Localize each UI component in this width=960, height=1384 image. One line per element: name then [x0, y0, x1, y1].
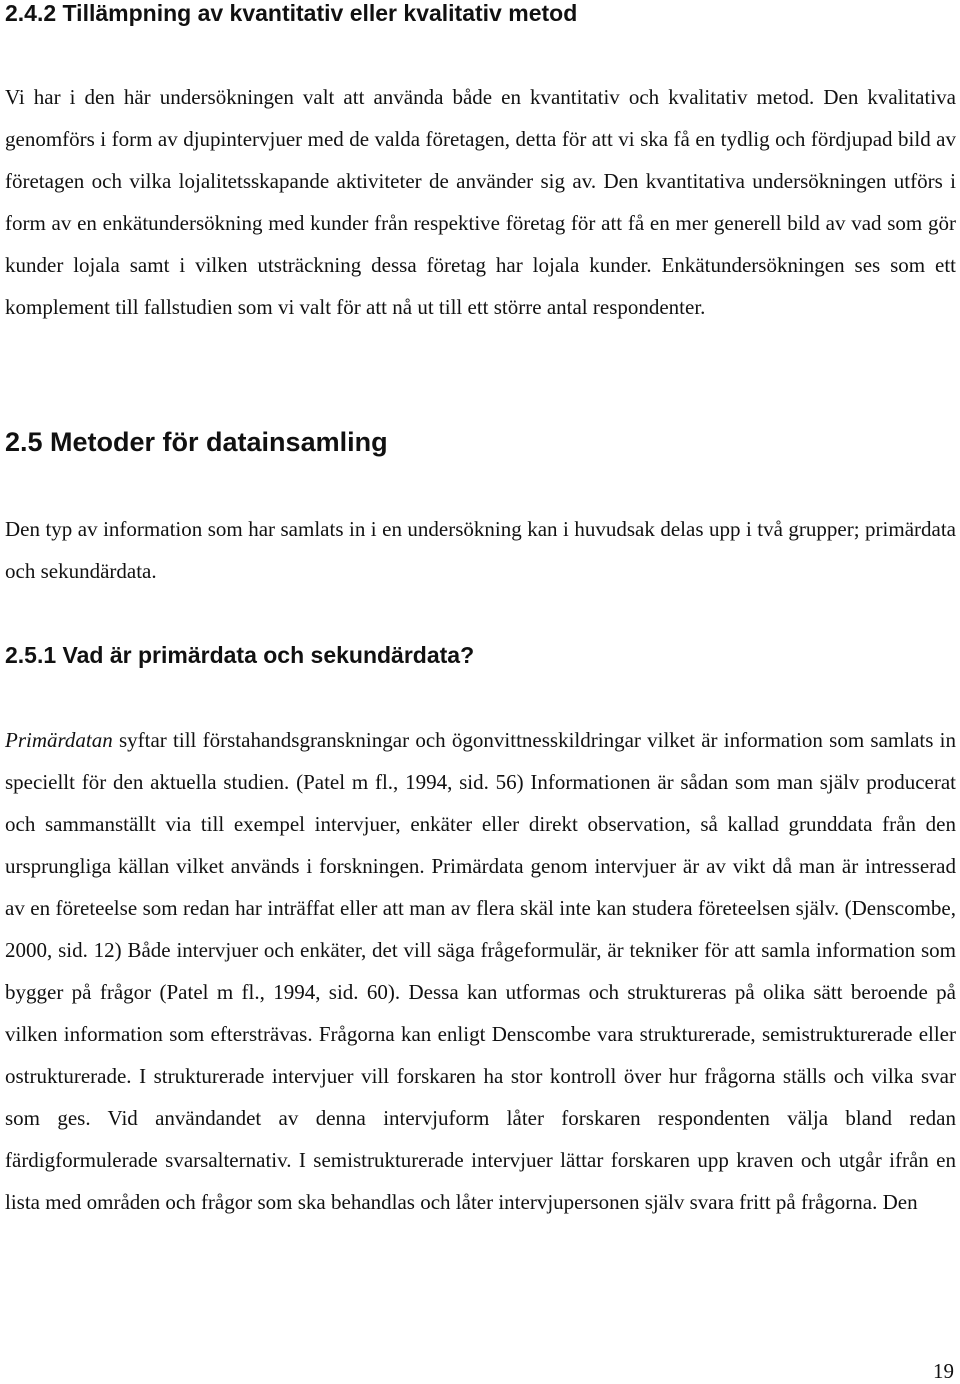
paragraph-method-application: Vi har i den här undersökningen valt att använda både en kvantitativ och kvalitativ metod. Den kvalitativa genomförs i form av djupintervjuer med de valda företagen, detta för att vi ska få en tydlig och fördjupad bild av företagen och vilka lojalitetsskapande aktiviteter de använder sig av. Den kvantitativa undersökningen utförs i form av en enkätundersökning med kunder från respektive företag för att få en mer generell bild av vad som gör kunder lojala samt i vilken utsträckning dessa företag har lojala kunder. Enkätundersökningen ses som ett komplement till fallstudien som vi valt för att nå ut till ett större antal respondenter.: [5, 85, 956, 319]
term-primardatan: Primärdatan: [5, 728, 113, 752]
heading-2-5-1: 2.5.1 Vad är primärdata och sekundärdata?: [5, 642, 475, 668]
heading-2-5: 2.5 Metoder för datainsamling: [5, 427, 388, 457]
paragraph-primary-data-text: syftar till förstahandsgranskningar och ögonvittnesskildringar vilket är information som samlats in speciellt för den aktuella studien. (Patel m fl., 1994, sid. 56) Informationen är sådan som man själv producerat och sammanställt via till exempel intervjuer, enkäter eller direkt observation, så kallad grunddata från den ursprungliga källan vilket används i forskningen. Primärdata genom intervjuer är av vikt då man är intresserad av en företeelse som redan har inträffat eller att man av flera skäl inte kan studera företeelsen själv. (Denscombe, 2000, sid. 12) Både intervjuer och enkäter, det vill säga frågeformulär, är tekniker för att samla information som bygger på frågor (Patel m fl., 1994, sid. 60). Dessa kan utformas och struktureras på olika sätt beroende på vilken information som eftersträvas. Frågorna kan enligt Denscombe vara strukturerade, semistrukturerade eller ostrukturerade. I strukturerade intervjuer vill forskaren ha stor kontroll över hur frågorna ställs och vilka svar som ges. Vid användandet av denna intervjuform låter forskaren respondenten välja bland redan färdigformulerade svarsalternativ. I semistrukturerade intervjuer lättar forskaren upp kraven och utgår ifrån en lista med områden och frågor som ska behandlas och låter intervjupersonen själv svara fritt på frågorna. Den: [5, 728, 956, 1214]
paragraph-primary-data: [5, 719, 956, 1223]
paragraph-data-collection: Den typ av information som har samlats in i en undersökning kan i huvudsak delas upp i två grupper; primärdata och sekundärdata.: [5, 517, 956, 583]
heading-2-4-2: 2.4.2 Tillämpning av kvantitativ eller kvalitativ metod: [5, 0, 578, 26]
page-number: 19: [933, 1359, 954, 1383]
